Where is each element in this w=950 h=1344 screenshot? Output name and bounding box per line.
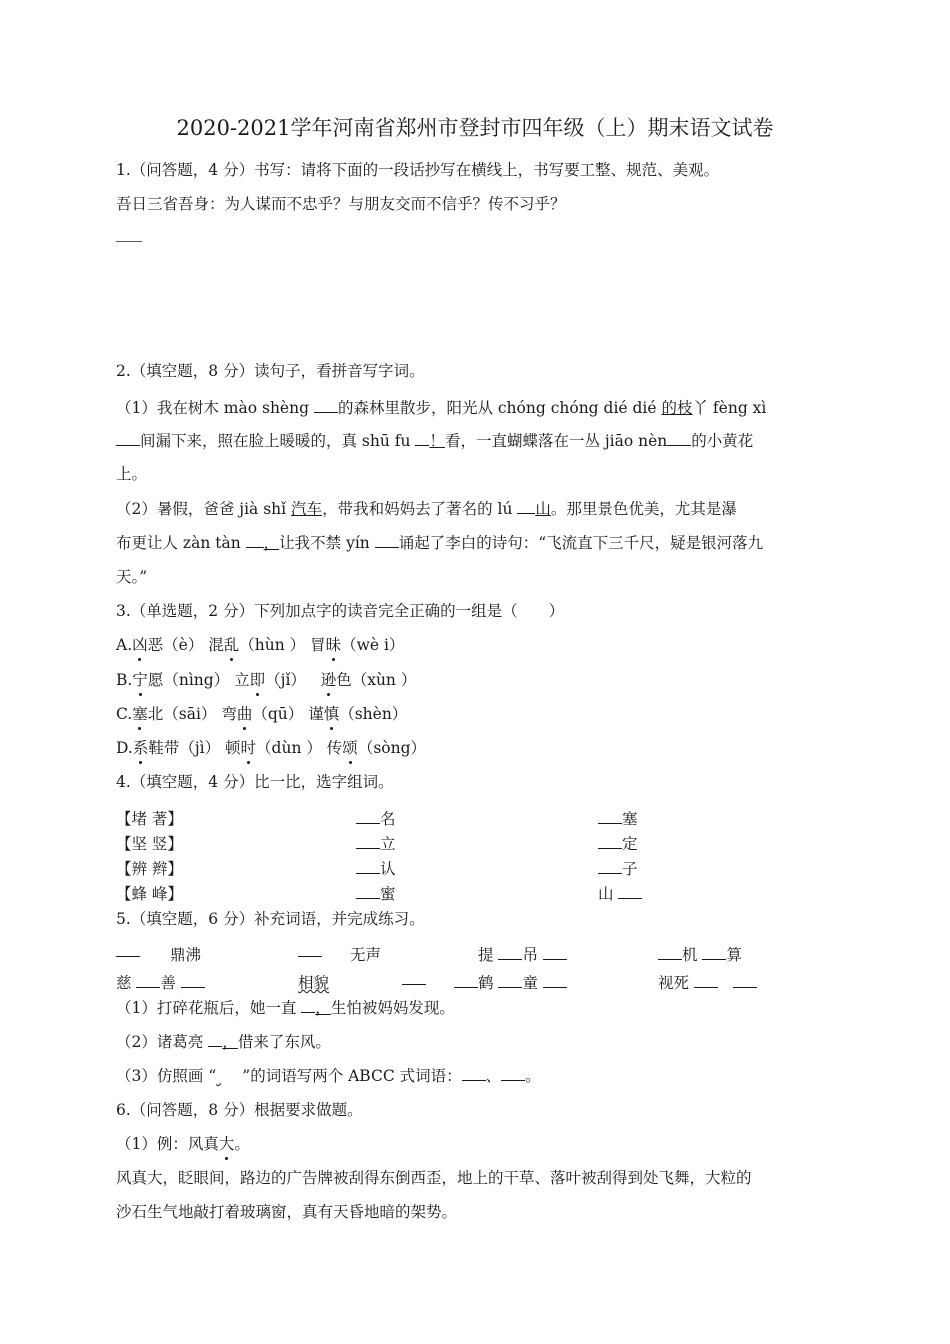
blank[interactable] <box>498 975 522 988</box>
cell-text: 子 <box>622 860 638 878</box>
char-pair: 【坚 竖】 <box>116 835 183 853</box>
blank[interactable] <box>246 535 264 548</box>
q5-text: （2）诸葛亮 <box>116 1033 209 1051</box>
question-5-header: 5.（填空题，6 分）补充词语，并完成练习。 <box>116 910 425 928</box>
q2-text: （1）我在树木 mào shèng <box>116 399 314 417</box>
q2-underlined: 的枝 <box>661 399 693 417</box>
q5-text: 生怕被妈妈发现。 <box>330 999 455 1017</box>
fill-cell[interactable] <box>402 971 426 989</box>
q5-underlined: ， <box>315 999 331 1017</box>
q5-text: “ <box>208 1067 217 1085</box>
opt-text: （sòng） <box>357 739 427 757</box>
fill-cell[interactable] <box>478 943 567 965</box>
fill-cell[interactable] <box>116 971 205 993</box>
word: 鼎沸 <box>170 946 202 964</box>
opt-text: 北（sāi） 弯 <box>147 705 237 723</box>
blank[interactable] <box>462 1068 486 1081</box>
blank[interactable] <box>598 836 622 849</box>
word: 吊 <box>522 946 538 964</box>
q2-line-6: 天。” <box>116 568 148 586</box>
question-4-header: 4.（填空题，4 分）比一比，选字组词。 <box>116 773 394 791</box>
opt-text: 恶（è） 混 <box>147 636 224 654</box>
fill-cell[interactable] <box>658 943 742 965</box>
blank[interactable] <box>658 947 682 960</box>
wavy-blank <box>216 1067 242 1085</box>
blank[interactable] <box>543 975 567 988</box>
word: 算 <box>726 946 742 964</box>
blank[interactable] <box>181 975 205 988</box>
q6-text: 。 <box>234 1135 250 1153</box>
blank[interactable] <box>454 975 478 988</box>
opt-text: C. <box>116 705 133 723</box>
q5-text: ” <box>242 1067 251 1085</box>
cell-text: 名 <box>380 810 396 828</box>
q2-line-1 <box>116 396 766 418</box>
fill-cell[interactable] <box>658 971 757 993</box>
opt-text: （dùn ） 传 <box>256 739 343 757</box>
question-1-text: 吾日三省吾身：为人谋而不忠乎？与朋友交而不信乎？传不习乎？ <box>116 195 566 213</box>
q2-text: 间漏下来，照在脸上暖暖的，真 shū fu <box>140 432 416 450</box>
opt-text: 愿（nìng） 立 <box>147 671 250 689</box>
question-6-header: 6.（问答题，8 分）根据要求做题。 <box>116 1101 363 1119</box>
blank[interactable] <box>517 501 535 514</box>
dotted-char: 即 <box>250 668 266 690</box>
char-pair: 【堵 著】 <box>116 810 183 828</box>
blank[interactable] <box>618 886 642 899</box>
dotted-char: 慎 <box>324 702 340 724</box>
word-wavy <box>298 971 329 993</box>
fill-cell[interactable] <box>356 807 396 829</box>
fill-cell[interactable] <box>116 943 140 961</box>
fill-cell[interactable] <box>598 857 638 879</box>
blank[interactable] <box>298 944 322 957</box>
dotted-char: 系 <box>133 736 149 758</box>
opt-text: （shèn） <box>339 705 408 723</box>
q5-underlined: ， <box>222 1033 238 1051</box>
q2-text: 的小黄花 <box>691 432 754 450</box>
word: 善 <box>160 974 176 992</box>
word: 鹤 <box>478 974 494 992</box>
blank[interactable] <box>208 1034 222 1047</box>
question-3-header: 3.（单选题，2 分）下列加点字的读音完全正确的一组是（ ） <box>116 602 565 620</box>
blank[interactable] <box>116 944 140 957</box>
opt-text: D. <box>116 739 133 757</box>
dotted-char: 颂 <box>342 736 358 758</box>
cell-text: 立 <box>380 835 396 853</box>
q5-text: （1）打碎花瓶后，她一直 <box>116 999 302 1017</box>
dotted-char: 塞 <box>132 702 148 724</box>
question-1-header: 1.（问答题，4 分）书写：请将下面的一段话抄写在横线上，书写要工整、规范、美观。 <box>116 161 720 179</box>
q6-example <box>116 1132 250 1154</box>
blank[interactable] <box>356 836 380 849</box>
q5-text: 。 <box>525 1067 541 1085</box>
q2-underlined: ， <box>263 534 280 552</box>
option-d[interactable] <box>116 736 426 758</box>
word: 视死 <box>658 974 690 992</box>
opt-text: 鞋带（jì） 顿 <box>148 739 241 757</box>
fill-cell[interactable] <box>598 807 638 829</box>
cell-text: 认 <box>380 860 396 878</box>
blank[interactable] <box>498 947 522 960</box>
q2-text: 看，一直蝴蝶落在一丛 jiāo nèn <box>444 432 668 450</box>
fill-cell[interactable] <box>298 943 322 961</box>
word: 无声 <box>350 946 382 964</box>
blank[interactable] <box>702 947 726 960</box>
q2-text: 丫 fèng xì <box>692 399 767 417</box>
opt-text: 色（xùn ） <box>336 671 417 689</box>
q2-underlined: ！ <box>429 432 445 450</box>
q2-line-4 <box>116 497 737 519</box>
char-pair: 【辨 辫】 <box>116 860 183 878</box>
blank[interactable] <box>301 1000 315 1013</box>
fill-cell[interactable] <box>598 882 642 904</box>
q2-underlined: 山 <box>535 500 551 518</box>
blank[interactable] <box>375 535 399 548</box>
q2-underlined: 汽车 <box>291 500 323 518</box>
page-title: 2020-2021学年河南省郑州市登封市四年级（上）期末语文试卷 <box>176 116 774 140</box>
blank[interactable] <box>543 947 567 960</box>
fill-cell[interactable] <box>454 971 567 993</box>
opt-text: （jǐ） <box>265 671 321 689</box>
cell-text: 蜜 <box>380 885 396 903</box>
q6-passage-2: 沙石生气地敲打着玻璃窗，真有天昏地暗的架势。 <box>116 1203 458 1221</box>
word: 童 <box>522 974 538 992</box>
q2-text: 让我不禁 yín <box>279 534 375 552</box>
word: 慈 <box>116 974 132 992</box>
q2-text: 布更让人 zàn tàn <box>116 534 246 552</box>
dotted-char: 曲 <box>237 702 253 724</box>
blank[interactable] <box>733 975 757 988</box>
fill-cell[interactable] <box>356 857 396 879</box>
cell-text: 定 <box>622 835 638 853</box>
q2-text: 的森林里散步，阳光从 chóng chóng dié dié <box>337 399 662 417</box>
blank[interactable] <box>667 433 691 446</box>
char-pair: 【蜂 峰】 <box>116 885 183 903</box>
dotted-char: 乱 <box>224 633 240 655</box>
cell-text: 塞 <box>622 810 638 828</box>
blank[interactable] <box>136 975 160 988</box>
opt-text: A. <box>116 636 133 654</box>
opt-text: （hùn ） 冒 <box>239 636 326 654</box>
option-a[interactable] <box>116 633 404 655</box>
option-c[interactable] <box>116 702 407 724</box>
option-b[interactable] <box>116 668 416 690</box>
q6-passage-1: 风真大，眨眼间，路边的广告牌被刮得东倒西歪，地上的干草、落叶被刮得到处飞舞，大粒的 <box>116 1169 752 1187</box>
dotted-char: 大 <box>219 1132 235 1154</box>
q6-text: （1）例：风真 <box>116 1135 219 1153</box>
word: 机 <box>682 946 698 964</box>
q2-text: ，带我和妈妈去了著名的 lú <box>322 500 518 518</box>
blank[interactable] <box>116 433 140 446</box>
blank[interactable] <box>694 975 718 988</box>
question-2-header: 2.（填空题，8 分）读句子，看拼音写字词。 <box>116 362 425 380</box>
q2-line-2 <box>116 429 753 451</box>
blank[interactable] <box>415 433 429 446</box>
word: 相貌 <box>298 974 330 992</box>
answer-line[interactable] <box>116 241 142 242</box>
q5-text: 的词语写两个 ABCC 式词语： <box>250 1067 462 1085</box>
blank[interactable] <box>501 1068 525 1081</box>
word: 提 <box>478 946 494 964</box>
opt-text: （wè i） <box>341 636 405 654</box>
q2-text: 。那里景色优美，尤其是瀑 <box>550 500 737 518</box>
blank[interactable] <box>314 400 338 413</box>
blank[interactable] <box>356 811 380 824</box>
fill-cell[interactable] <box>356 832 396 854</box>
q2-line-3: 上。 <box>116 465 148 483</box>
q5-sentence-3 <box>116 1064 541 1086</box>
q2-text: （2）暑假，爸爸 jià shǐ <box>116 500 292 518</box>
cell-text: 山 <box>598 885 614 903</box>
q2-line-5 <box>116 531 763 553</box>
q2-text: 诵起了李白的诗句：“飞流直下三千尺，疑是银河落九 <box>398 534 764 552</box>
fill-cell[interactable] <box>356 882 396 904</box>
blank[interactable] <box>402 972 426 985</box>
blank[interactable] <box>598 861 622 874</box>
dotted-char: 宁 <box>132 668 148 690</box>
q5-text: （3）仿照画 <box>116 1067 204 1085</box>
dotted-char: 时 <box>241 736 257 758</box>
dotted-char: 凶 <box>132 633 148 655</box>
dotted-char: 逊 <box>321 668 337 690</box>
fill-cell[interactable] <box>598 832 638 854</box>
blank[interactable] <box>598 811 622 824</box>
opt-text: B. <box>116 671 133 689</box>
q5-text: 借来了东风。 <box>237 1033 331 1051</box>
blank[interactable] <box>356 861 380 874</box>
opt-text: （qū） 谨 <box>252 705 324 723</box>
q5-sentence-2 <box>116 1030 331 1052</box>
blank[interactable] <box>356 886 380 899</box>
q5-sentence-1 <box>116 996 455 1018</box>
q5-text: 、 <box>485 1067 502 1085</box>
dotted-char: 昧 <box>326 633 342 655</box>
